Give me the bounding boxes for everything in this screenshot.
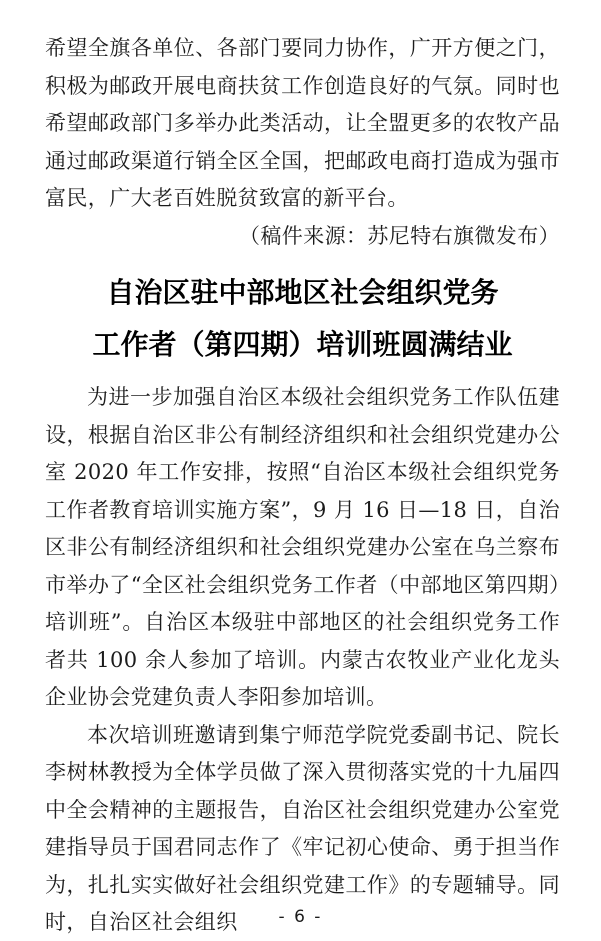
paragraph-postal-ecommerce-continuation: 希望全旗各单位、各部门要同力协作，广开方便之门，积极为邮政开展电商扶贫工作创造良好的气氛。同时也希望邮政部门多举办此类活动，让全盟更多的农牧产品通过邮政渠道行销全区全国，把邮政电商打造成为强市富民，广大老百姓脱贫致富的新平台。	[45, 36, 560, 210]
article-title	[45, 267, 560, 371]
paragraph-training-overview: 为进一步加强自治区本级社会组织党务工作队伍建设，根据自治区非公有制经济组织和社会组织党建办公室 2020 年工作安排，按照“自治区本级社会组织党务工作者教育培训实施方案”，9 月 16 日—18 日，自治区非公有制经济组织和社会组织党建办公室在乌兰察布市举办了“全区社会组织党务工作者（中部地区第四期）培训班”。自治区本级驻中部地区的社会组织党务工作者共 100 余人参加了培训。内蒙古农牧业产业化龙头企业协会党建负责人李阳参加培训。	[45, 385, 560, 709]
article-title-line2: 工作者（第四期）培训班圆满结业	[92, 328, 513, 361]
article-title-line1: 自治区驻中部地区社会组织党务	[106, 276, 499, 309]
source-attribution: （稿件来源：苏尼特右旗微发布）	[239, 223, 560, 248]
page-number: - 6 -	[278, 907, 323, 927]
paragraph-training-lectures: 本次培训班邀请到集宁师范学院党委副书记、院长李树林教授为全体学员做了深入贯彻落实党的十九届四中全会精神的主题报告，自治区社会组织党建办公室党建指导员于国君同志作了《牢记初心使命、勇于担当作为，扎扎实实做好社会组织党建工作》的专题辅导。同时，自治区社会组织	[45, 722, 560, 934]
page-footer	[0, 907, 601, 927]
